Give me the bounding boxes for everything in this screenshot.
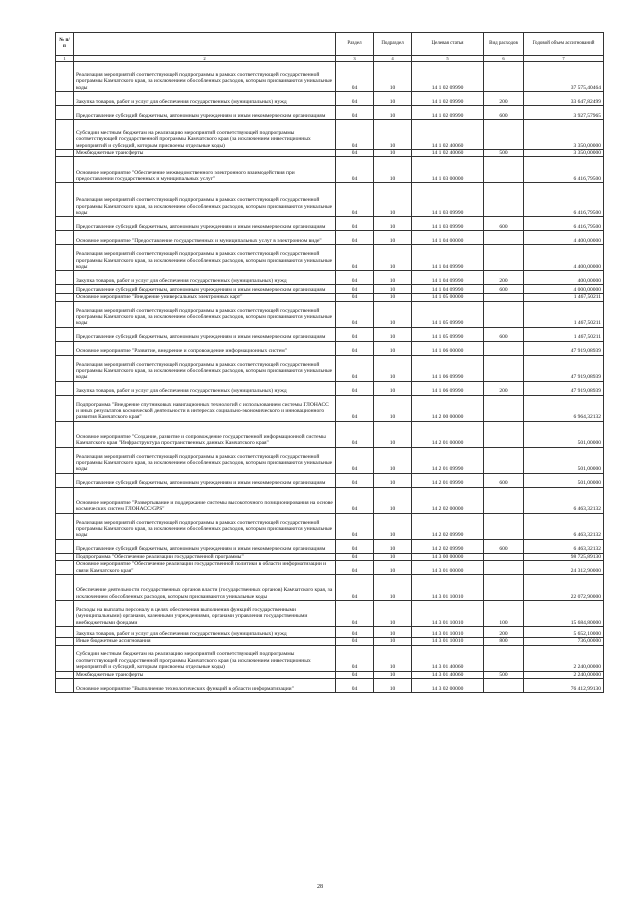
page-number: 28 bbox=[317, 884, 323, 890]
row-razdel: 04 bbox=[336, 150, 374, 157]
row-number bbox=[56, 217, 74, 231]
row-amount: 3 927,57965 bbox=[524, 106, 604, 120]
row-podrazdel: 10 bbox=[374, 645, 412, 671]
row-razdel: 04 bbox=[336, 638, 374, 645]
row-podrazdel: 10 bbox=[374, 553, 412, 560]
row-expense-type bbox=[484, 575, 524, 601]
row-number bbox=[56, 627, 74, 638]
row-name: Реализация мероприятий соответствующей подпрограммы в рамках соответствующей государственной программы Камчатского края, за исключением обособленных расходов, которым присваиваются уникальные коды bbox=[74, 355, 336, 381]
table-row bbox=[56, 150, 604, 157]
row-target-article: 14 1 04 09990 bbox=[412, 245, 484, 271]
row-podrazdel: 10 bbox=[374, 92, 412, 106]
row-amount: 6 463,32132 bbox=[524, 513, 604, 539]
row-expense-type bbox=[484, 487, 524, 513]
row-name: Подпрограмма "Обеспечение реализации государственной программы" bbox=[74, 553, 336, 560]
row-target-article: 14 1 04 09990 bbox=[412, 285, 484, 294]
row-name: Реализация мероприятий соответствующей подпрограммы в рамках соответствующей государственной программы Камчатского края, за исключением обособленных расходов, которым присваиваются уникальные коды bbox=[74, 245, 336, 271]
row-target-article: 14 1 05 09990 bbox=[412, 327, 484, 341]
row-amount: 37 575,40464 bbox=[524, 62, 604, 92]
row-expense-type bbox=[484, 645, 524, 671]
row-target-article: 14 2 01 00000 bbox=[412, 421, 484, 447]
row-number bbox=[56, 671, 74, 678]
row-name: Основное мероприятие "Создание, развитие и сопровождение государственной информационной системы Камчатского края "Инфраструктура пространственных данных Камчатского края" bbox=[74, 421, 336, 447]
row-number bbox=[56, 395, 74, 421]
row-name: Закупка товаров, работ и услуг для обеспечения государственных (муниципальных) нужд bbox=[74, 381, 336, 395]
row-number bbox=[56, 539, 74, 553]
row-number bbox=[56, 645, 74, 671]
row-expense-type bbox=[484, 62, 524, 92]
row-razdel: 04 bbox=[336, 183, 374, 217]
row-number bbox=[56, 231, 74, 245]
table-row bbox=[56, 245, 604, 271]
row-number bbox=[56, 245, 74, 271]
row-number bbox=[56, 327, 74, 341]
row-name: Обеспечение деятельности государственных органов власти (государственных органов) Камчатского края, за исключением обособленных расходов, которым присваиваются уникальные коды bbox=[74, 575, 336, 601]
row-name: Субсидии местным бюджетам на реализацию мероприятий соответствующей подпрограммы соответствующей государственной программы Камчатского края (за исключением инвестиционных мероприятий и субсидий, которым присвоены отдельные коды) bbox=[74, 120, 336, 150]
column-number: 3 bbox=[336, 56, 374, 62]
row-amount: 47 919,08939 bbox=[524, 341, 604, 355]
row-number bbox=[56, 183, 74, 217]
row-number bbox=[56, 301, 74, 327]
row-name: Основное мероприятие "Предоставление государственных и муниципальных услуг в электронном виде" bbox=[74, 231, 336, 245]
row-name: Реализация мероприятий соответствующей подпрограммы в рамках соответствующей государственной программы Камчатского края, за исключением обособленных расходов, которым присваиваются уникальные коды bbox=[74, 513, 336, 539]
row-target-article: 14 1 06 00000 bbox=[412, 341, 484, 355]
row-podrazdel: 10 bbox=[374, 341, 412, 355]
row-target-article: 14 1 02 09990 bbox=[412, 62, 484, 92]
table-row bbox=[56, 553, 604, 560]
row-razdel: 04 bbox=[336, 301, 374, 327]
table-row bbox=[56, 381, 604, 395]
row-name: Реализация мероприятий соответствующей подпрограммы в рамках соответствующей государственной программы Камчатского края, за исключением обособленных расходов, которым присваиваются уникальные коды bbox=[74, 183, 336, 217]
row-target-article: 14 3 01 40060 bbox=[412, 645, 484, 671]
row-razdel: 04 bbox=[336, 539, 374, 553]
row-podrazdel: 10 bbox=[374, 473, 412, 487]
table-row bbox=[56, 638, 604, 645]
table-row bbox=[56, 120, 604, 150]
table-row bbox=[56, 271, 604, 285]
row-target-article: 14 1 02 09990 bbox=[412, 106, 484, 120]
row-target-article: 14 3 01 10010 bbox=[412, 627, 484, 638]
table-row bbox=[56, 671, 604, 678]
row-target-article: 14 1 03 09990 bbox=[412, 183, 484, 217]
row-razdel: 04 bbox=[336, 553, 374, 560]
row-number bbox=[56, 447, 74, 473]
row-razdel: 04 bbox=[336, 421, 374, 447]
row-number bbox=[56, 157, 74, 183]
table-row bbox=[56, 513, 604, 539]
row-number bbox=[56, 561, 74, 575]
row-expense-type bbox=[484, 561, 524, 575]
header-podrazdel: Подраздел bbox=[374, 33, 412, 56]
row-name: Закупка товаров, работ и услуг для обеспечения государственных (муниципальных) нужд bbox=[74, 627, 336, 638]
row-name: Основное мероприятие "Обеспечение межведомственного электронного взаимодействия при предоставлении государственных и муниципальных услуг" bbox=[74, 157, 336, 183]
row-expense-type: 600 bbox=[484, 217, 524, 231]
table-row bbox=[56, 421, 604, 447]
row-expense-type: 600 bbox=[484, 473, 524, 487]
row-number bbox=[56, 473, 74, 487]
table-row bbox=[56, 355, 604, 381]
row-razdel: 04 bbox=[336, 561, 374, 575]
row-razdel: 04 bbox=[336, 487, 374, 513]
row-name: Основное мероприятие "Развитие, внедрение и сопровождение информационных систем" bbox=[74, 341, 336, 355]
row-target-article: 14 1 02 40060 bbox=[412, 150, 484, 157]
row-name: Предоставление субсидий бюджетным, автономным учреждениям и иным некоммерческим организациям bbox=[74, 539, 336, 553]
row-razdel: 04 bbox=[336, 355, 374, 381]
row-amount: 6 416,79500 bbox=[524, 157, 604, 183]
row-name: Реализация мероприятий соответствующей подпрограммы в рамках соответствующей государственной программы Камчатского края, за исключением обособленных расходов, которым присваиваются уникальные коды bbox=[74, 62, 336, 92]
row-target-article: 14 3 00 00000 bbox=[412, 553, 484, 560]
row-number bbox=[56, 553, 74, 560]
row-amount: 501,00000 bbox=[524, 421, 604, 447]
row-target-article: 14 3 01 00000 bbox=[412, 561, 484, 575]
row-expense-type: 500 bbox=[484, 150, 524, 157]
table-row bbox=[56, 285, 604, 294]
row-name: Реализация мероприятий соответствующей подпрограммы в рамках соответствующей государственной программы Камчатского края, за исключением обособленных расходов, которым присваиваются уникальные коды bbox=[74, 301, 336, 327]
table-row bbox=[56, 561, 604, 575]
row-name: Расходы на выплаты персоналу в целях обеспечения выполнения функций государственными (муниципальными) органами, казенными учреждениями, органами управления государственными внебюджетными фондами bbox=[74, 601, 336, 627]
row-target-article: 14 3 01 10010 bbox=[412, 601, 484, 627]
row-target-article: 14 3 01 10010 bbox=[412, 575, 484, 601]
row-number bbox=[56, 679, 74, 693]
row-amount: 76 412,99130 bbox=[524, 679, 604, 693]
row-podrazdel: 10 bbox=[374, 539, 412, 553]
row-amount: 1 467,50211 bbox=[524, 294, 604, 301]
row-target-article: 14 1 05 00000 bbox=[412, 294, 484, 301]
row-target-article: 14 1 03 00000 bbox=[412, 157, 484, 183]
table-row bbox=[56, 341, 604, 355]
row-expense-type: 200 bbox=[484, 271, 524, 285]
header-annual-amount: Годовой объем ассигнований bbox=[524, 33, 604, 56]
table-row bbox=[56, 575, 604, 601]
row-amount: 1 467,50211 bbox=[524, 327, 604, 341]
row-razdel: 04 bbox=[336, 285, 374, 294]
row-podrazdel: 10 bbox=[374, 62, 412, 92]
budget-table bbox=[55, 32, 604, 693]
row-razdel: 04 bbox=[336, 341, 374, 355]
column-number: 5 bbox=[412, 56, 484, 62]
table-row bbox=[56, 301, 604, 327]
column-number: 1 bbox=[56, 56, 74, 62]
row-number bbox=[56, 106, 74, 120]
row-expense-type: 200 bbox=[484, 92, 524, 106]
row-name: Основное мероприятие "Выполнение технологических функций в области информатизации" bbox=[74, 679, 336, 693]
row-target-article: 14 2 02 00000 bbox=[412, 487, 484, 513]
row-razdel: 04 bbox=[336, 62, 374, 92]
row-razdel: 04 bbox=[336, 679, 374, 693]
row-razdel: 04 bbox=[336, 327, 374, 341]
row-razdel: 04 bbox=[336, 447, 374, 473]
row-expense-type bbox=[484, 355, 524, 381]
row-amount: 400,00000 bbox=[524, 271, 604, 285]
row-podrazdel: 10 bbox=[374, 487, 412, 513]
row-number bbox=[56, 381, 74, 395]
row-target-article: 14 3 02 00000 bbox=[412, 679, 484, 693]
row-number bbox=[56, 355, 74, 381]
row-podrazdel: 10 bbox=[374, 395, 412, 421]
row-name: Основное мероприятие "Развертывание и поддержание системы высокоточного позиционирования на основе космических систем ГЛОНАСС/GPS" bbox=[74, 487, 336, 513]
row-number bbox=[56, 341, 74, 355]
row-target-article: 14 1 02 09990 bbox=[412, 92, 484, 106]
row-podrazdel: 10 bbox=[374, 575, 412, 601]
table-row bbox=[56, 539, 604, 553]
row-target-article: 14 1 05 09990 bbox=[412, 301, 484, 327]
row-amount: 6 463,32132 bbox=[524, 539, 604, 553]
row-podrazdel: 10 bbox=[374, 381, 412, 395]
table-row bbox=[56, 645, 604, 671]
row-name: Закупка товаров, работ и услуг для обеспечения государственных (муниципальных) нужд bbox=[74, 92, 336, 106]
row-number bbox=[56, 150, 74, 157]
row-razdel: 04 bbox=[336, 395, 374, 421]
row-expense-type: 600 bbox=[484, 285, 524, 294]
row-razdel: 04 bbox=[336, 575, 374, 601]
table-row bbox=[56, 231, 604, 245]
row-podrazdel: 10 bbox=[374, 561, 412, 575]
row-podrazdel: 10 bbox=[374, 120, 412, 150]
row-number bbox=[56, 92, 74, 106]
row-number bbox=[56, 285, 74, 294]
row-name: Основное мероприятие "Внедрение универсальных электронных карт" bbox=[74, 294, 336, 301]
row-target-article: 14 3 01 40060 bbox=[412, 671, 484, 678]
header-target-article: Целевая статья bbox=[412, 33, 484, 56]
row-podrazdel: 10 bbox=[374, 285, 412, 294]
row-podrazdel: 10 bbox=[374, 421, 412, 447]
row-number bbox=[56, 575, 74, 601]
row-name: Основное мероприятие "Обеспечение реализации государственной политики в области информатизации и связи Камчатского края" bbox=[74, 561, 336, 575]
row-name: Предоставление субсидий бюджетным, автономным учреждениям и иным некоммерческим организациям bbox=[74, 327, 336, 341]
row-target-article: 14 1 04 09990 bbox=[412, 271, 484, 285]
row-expense-type bbox=[484, 120, 524, 150]
row-razdel: 04 bbox=[336, 601, 374, 627]
table-row bbox=[56, 217, 604, 231]
row-amount: 4 400,00000 bbox=[524, 245, 604, 271]
row-name: Предоставление субсидий бюджетным, автономным учреждениям и иным некоммерческим организациям bbox=[74, 285, 336, 294]
row-target-article: 14 2 01 09990 bbox=[412, 447, 484, 473]
row-podrazdel: 10 bbox=[374, 327, 412, 341]
row-podrazdel: 10 bbox=[374, 157, 412, 183]
row-razdel: 04 bbox=[336, 92, 374, 106]
row-number bbox=[56, 120, 74, 150]
row-number bbox=[56, 421, 74, 447]
row-expense-type bbox=[484, 245, 524, 271]
table-header bbox=[56, 33, 604, 62]
row-amount: 47 919,08939 bbox=[524, 381, 604, 395]
row-expense-type: 600 bbox=[484, 327, 524, 341]
row-amount: 22 072,90000 bbox=[524, 575, 604, 601]
row-podrazdel: 10 bbox=[374, 679, 412, 693]
row-number bbox=[56, 62, 74, 92]
row-number bbox=[56, 601, 74, 627]
row-name: Межбюджетные трансферты bbox=[74, 150, 336, 157]
header-razdel: Раздел bbox=[336, 33, 374, 56]
row-razdel: 04 bbox=[336, 217, 374, 231]
row-target-article: 14 1 02 40060 bbox=[412, 120, 484, 150]
table-row bbox=[56, 157, 604, 183]
row-amount: 4 400,00000 bbox=[524, 231, 604, 245]
row-razdel: 04 bbox=[336, 231, 374, 245]
header-name bbox=[74, 33, 336, 56]
table-row bbox=[56, 395, 604, 421]
row-amount: 501,00000 bbox=[524, 447, 604, 473]
budget-table-page bbox=[55, 32, 603, 693]
row-amount: 47 919,08939 bbox=[524, 355, 604, 381]
header-expense-type: Вид расходов bbox=[484, 33, 524, 56]
row-amount: 6 463,32132 bbox=[524, 487, 604, 513]
row-name: Предоставление субсидий бюджетным, автономным учреждениям и иным некоммерческим организациям bbox=[74, 473, 336, 487]
row-number bbox=[56, 638, 74, 645]
row-expense-type bbox=[484, 341, 524, 355]
row-name: Реализация мероприятий соответствующей подпрограммы в рамках соответствующей государственной программы Камчатского края, за исключением обособленных расходов, которым присваиваются уникальные коды bbox=[74, 447, 336, 473]
row-podrazdel: 10 bbox=[374, 301, 412, 327]
row-podrazdel: 10 bbox=[374, 355, 412, 381]
row-amount: 98 725,89130 bbox=[524, 553, 604, 560]
row-amount: 3 350,00000 bbox=[524, 120, 604, 150]
row-amount: 6 416,79500 bbox=[524, 217, 604, 231]
row-target-article: 14 1 03 09990 bbox=[412, 217, 484, 231]
row-razdel: 04 bbox=[336, 157, 374, 183]
table-row bbox=[56, 473, 604, 487]
row-number bbox=[56, 513, 74, 539]
row-number bbox=[56, 294, 74, 301]
row-expense-type bbox=[484, 301, 524, 327]
table-row bbox=[56, 327, 604, 341]
row-razdel: 04 bbox=[336, 271, 374, 285]
row-expense-type: 500 bbox=[484, 671, 524, 678]
row-number bbox=[56, 487, 74, 513]
row-name: Закупка товаров, работ и услуг для обеспечения государственных (муниципальных) нужд bbox=[74, 271, 336, 285]
row-razdel: 04 bbox=[336, 245, 374, 271]
table-row bbox=[56, 294, 604, 301]
table-row bbox=[56, 601, 604, 627]
row-amount: 6 416,79500 bbox=[524, 183, 604, 217]
row-razdel: 04 bbox=[336, 381, 374, 395]
row-podrazdel: 10 bbox=[374, 513, 412, 539]
row-amount: 4 000,00000 bbox=[524, 285, 604, 294]
table-row bbox=[56, 679, 604, 693]
row-expense-type bbox=[484, 183, 524, 217]
row-razdel: 04 bbox=[336, 120, 374, 150]
row-target-article: 14 3 01 10010 bbox=[412, 638, 484, 645]
row-amount: 2 240,00000 bbox=[524, 645, 604, 671]
row-podrazdel: 10 bbox=[374, 601, 412, 627]
row-amount: 15 684,80000 bbox=[524, 601, 604, 627]
row-name: Предоставление субсидий бюджетным, автономным учреждениям и иным некоммерческим организациям bbox=[74, 106, 336, 120]
row-amount: 6 964,32132 bbox=[524, 395, 604, 421]
row-amount: 1 467,50211 bbox=[524, 301, 604, 327]
row-razdel: 04 bbox=[336, 106, 374, 120]
row-expense-type: 100 bbox=[484, 601, 524, 627]
row-expense-type bbox=[484, 231, 524, 245]
row-razdel: 04 bbox=[336, 473, 374, 487]
row-name: Предоставление субсидий бюджетным, автономным учреждениям и иным некоммерческим организациям bbox=[74, 217, 336, 231]
table-row bbox=[56, 627, 604, 638]
row-podrazdel: 10 bbox=[374, 627, 412, 638]
row-podrazdel: 10 bbox=[374, 217, 412, 231]
row-name: Подпрограмма "Внедрение спутниковых навигационных технологий с использованием системы ГЛОНАСС и иных результатов космической деятельности в интересах социально-экономического и инновационного развития Камчатского края" bbox=[74, 395, 336, 421]
row-expense-type: 600 bbox=[484, 539, 524, 553]
row-podrazdel: 10 bbox=[374, 106, 412, 120]
row-podrazdel: 10 bbox=[374, 245, 412, 271]
row-target-article: 14 1 04 00000 bbox=[412, 231, 484, 245]
row-expense-type bbox=[484, 157, 524, 183]
row-target-article: 14 1 06 09990 bbox=[412, 381, 484, 395]
column-number: 4 bbox=[374, 56, 412, 62]
table-row bbox=[56, 487, 604, 513]
row-amount: 3 350,00000 bbox=[524, 150, 604, 157]
row-expense-type: 600 bbox=[484, 106, 524, 120]
table-row bbox=[56, 92, 604, 106]
row-target-article: 14 1 06 09990 bbox=[412, 355, 484, 381]
table-body bbox=[56, 62, 604, 693]
row-razdel: 04 bbox=[336, 513, 374, 539]
row-target-article: 14 2 02 09990 bbox=[412, 539, 484, 553]
row-expense-type: 200 bbox=[484, 627, 524, 638]
row-target-article: 14 2 01 09990 bbox=[412, 473, 484, 487]
table-row bbox=[56, 62, 604, 92]
row-amount: 33 647,82499 bbox=[524, 92, 604, 106]
table-row bbox=[56, 106, 604, 120]
row-name: Субсидии местным бюджетам на реализацию мероприятий соответствующей подпрограммы соответствующей государственной программы Камчатского края (за исключением инвестиционных мероприятий и субсидий, которым присвоены отдельные коды) bbox=[74, 645, 336, 671]
row-amount: 5 652,10000 bbox=[524, 627, 604, 638]
table-row bbox=[56, 447, 604, 473]
row-razdel: 04 bbox=[336, 671, 374, 678]
row-target-article: 14 2 02 09990 bbox=[412, 513, 484, 539]
row-amount: 24 312,90000 bbox=[524, 561, 604, 575]
row-expense-type bbox=[484, 395, 524, 421]
row-podrazdel: 10 bbox=[374, 638, 412, 645]
row-razdel: 04 bbox=[336, 294, 374, 301]
row-expense-type: 200 bbox=[484, 381, 524, 395]
row-podrazdel: 10 bbox=[374, 294, 412, 301]
row-podrazdel: 10 bbox=[374, 447, 412, 473]
row-amount: 501,00000 bbox=[524, 473, 604, 487]
row-expense-type: 800 bbox=[484, 638, 524, 645]
column-number: 7 bbox=[524, 56, 604, 62]
row-razdel: 04 bbox=[336, 627, 374, 638]
row-expense-type bbox=[484, 513, 524, 539]
row-expense-type bbox=[484, 421, 524, 447]
header-number: № п/п bbox=[56, 33, 74, 56]
column-number: 2 bbox=[74, 56, 336, 62]
row-podrazdel: 10 bbox=[374, 183, 412, 217]
row-name: Иные бюджетные ассигнования bbox=[74, 638, 336, 645]
row-amount: 2 240,00000 bbox=[524, 671, 604, 678]
row-podrazdel: 10 bbox=[374, 671, 412, 678]
table-row bbox=[56, 183, 604, 217]
row-number bbox=[56, 271, 74, 285]
row-name: Межбюджетные трансферты bbox=[74, 671, 336, 678]
column-number: 6 bbox=[484, 56, 524, 62]
row-expense-type bbox=[484, 447, 524, 473]
row-podrazdel: 10 bbox=[374, 150, 412, 157]
row-amount: 736,00000 bbox=[524, 638, 604, 645]
row-razdel: 04 bbox=[336, 645, 374, 671]
row-expense-type bbox=[484, 553, 524, 560]
row-expense-type bbox=[484, 679, 524, 693]
row-podrazdel: 10 bbox=[374, 231, 412, 245]
row-target-article: 14 2 00 00000 bbox=[412, 395, 484, 421]
row-expense-type bbox=[484, 294, 524, 301]
row-podrazdel: 10 bbox=[374, 271, 412, 285]
